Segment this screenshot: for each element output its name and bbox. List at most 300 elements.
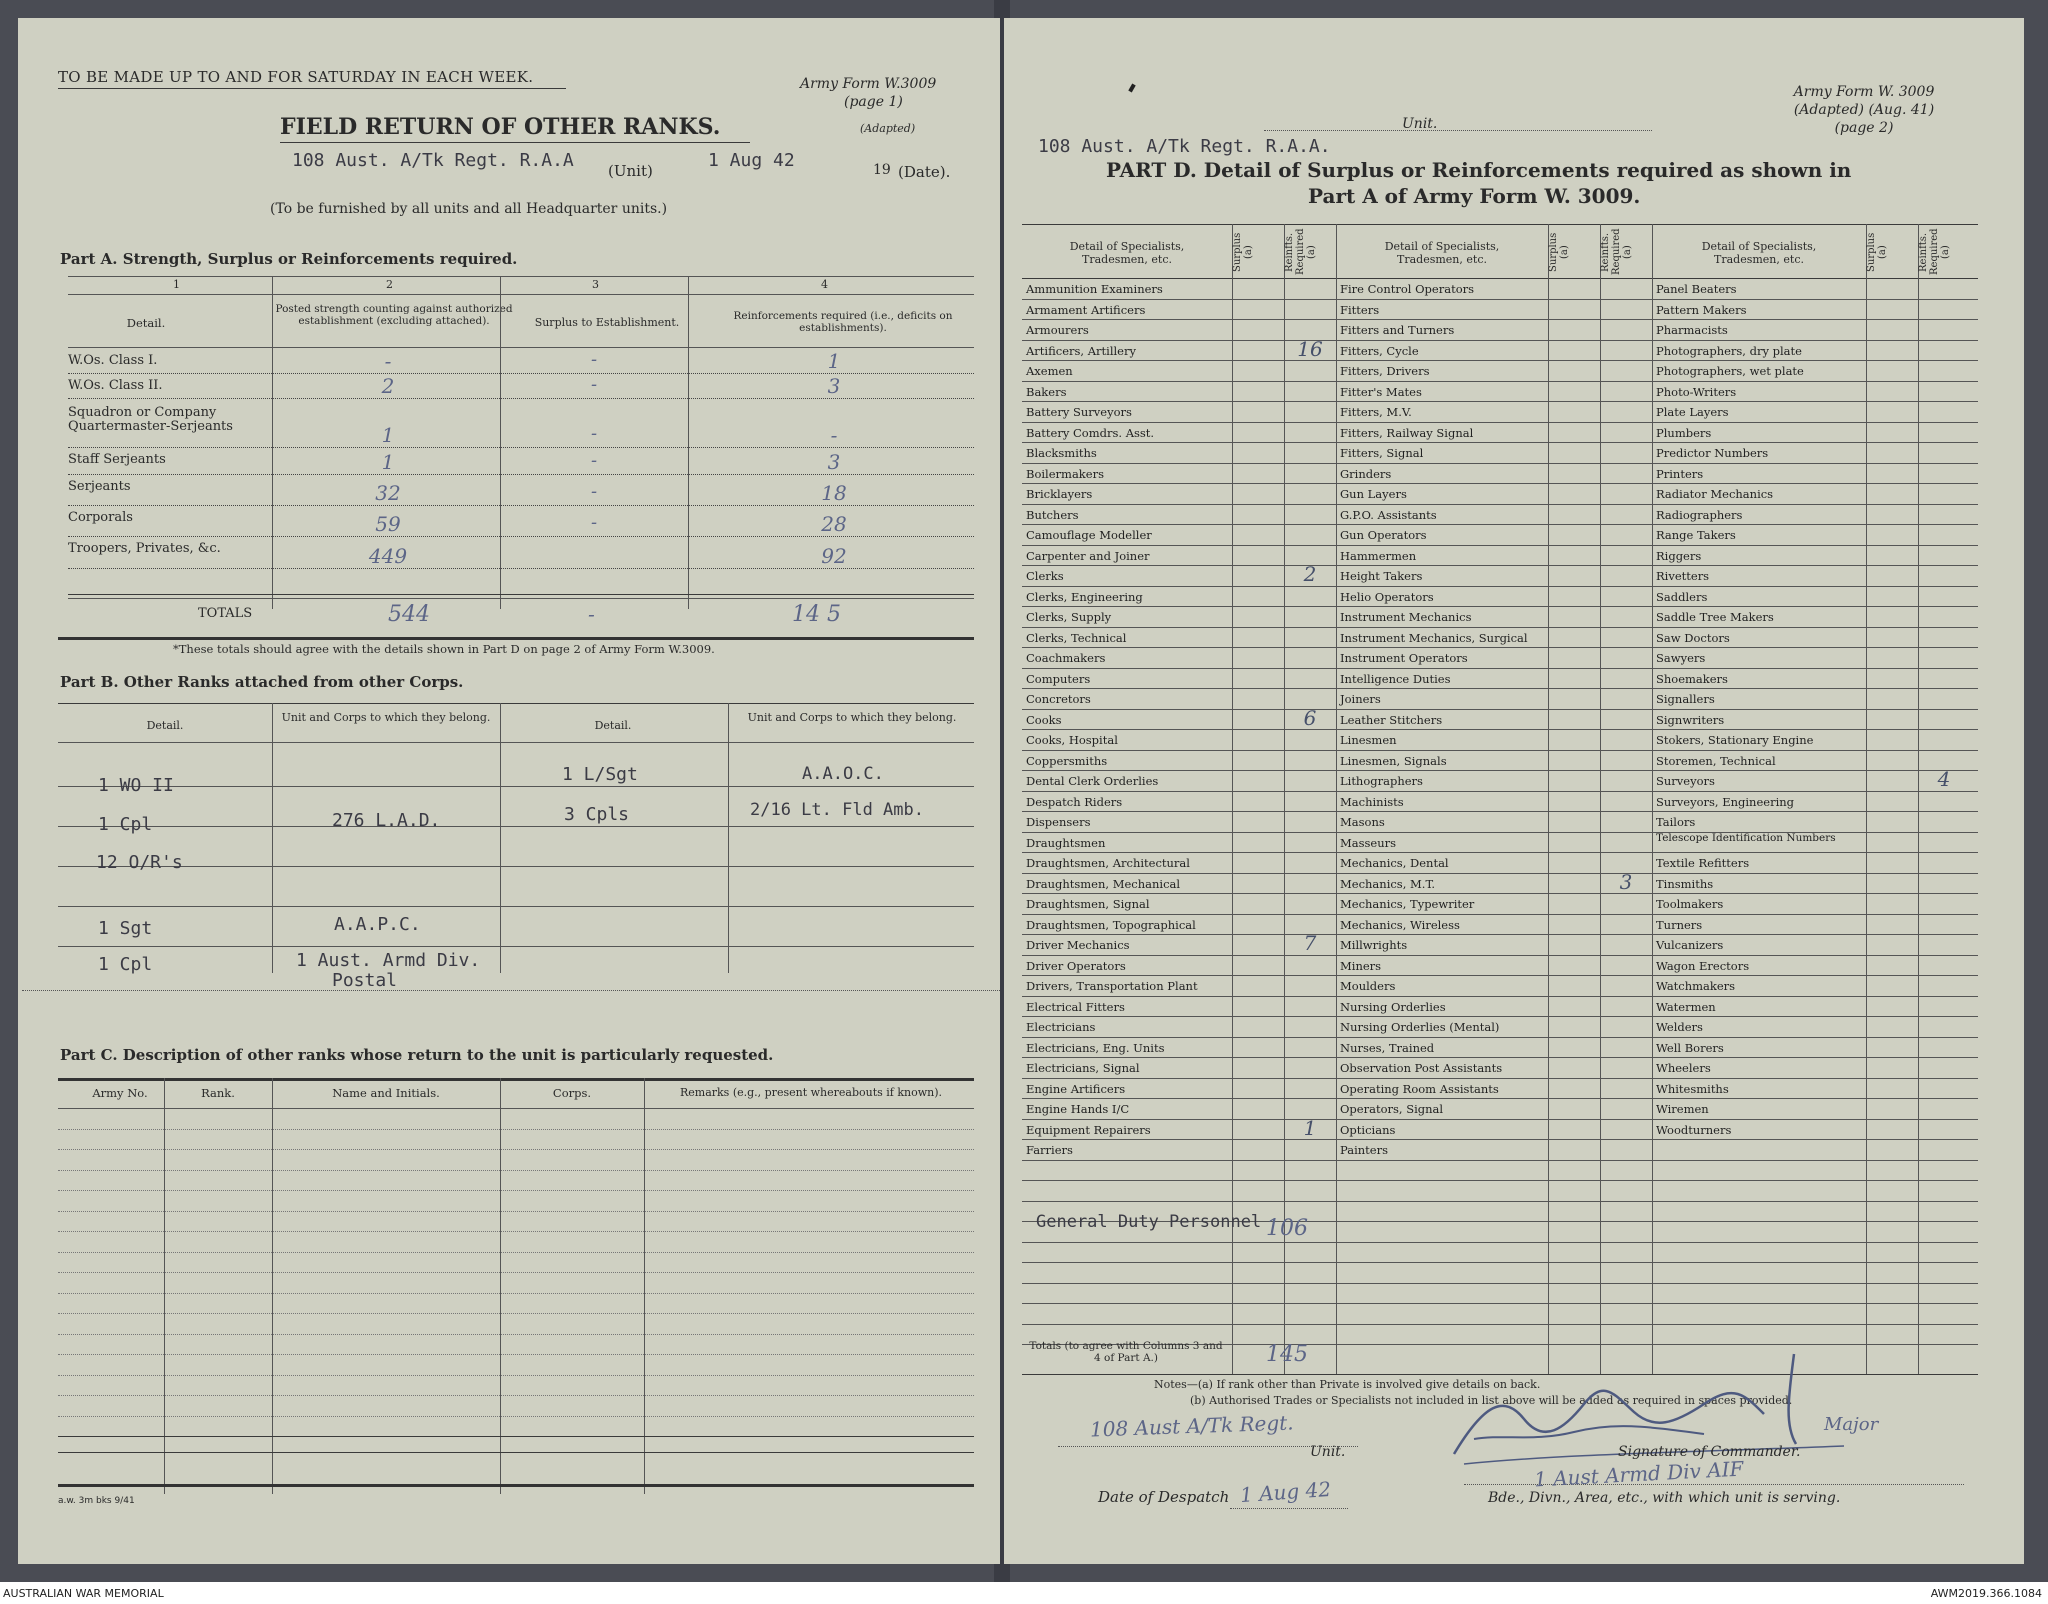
rule (58, 1293, 974, 1294)
rule (1022, 852, 1978, 853)
part-d-trade: Clerks, Supply (1026, 610, 1112, 624)
part-d-trade: Gun Operators (1340, 528, 1427, 542)
part-d-trade: Electricians, Signal (1026, 1061, 1140, 1075)
part-d-trade: Axemen (1026, 364, 1073, 378)
part-d-trade: Welders (1656, 1020, 1703, 1034)
part-d-trade: Watermen (1656, 999, 1716, 1014)
part-d-trade: Draughtsmen (1026, 835, 1106, 850)
part-d-trade: Telescope Identification Numbers (1656, 831, 1836, 844)
part-d-trade: Vulcanizers (1656, 938, 1724, 952)
part-d-trade: Computers (1026, 671, 1091, 686)
unit-value: 108 Aust. A/Tk Regt. R.A.A. (1038, 136, 1331, 157)
despatch-label: Date of Despatch (1098, 1488, 1230, 1506)
rule (58, 1108, 974, 1109)
part-d-trade: Millwrights (1340, 938, 1408, 952)
form-adapted: (Adapted) (860, 122, 916, 135)
part-b-header-detail-2: Detail. (594, 719, 632, 732)
rule (728, 703, 729, 973)
part-d-trade: Plate Layers (1656, 405, 1729, 419)
part-a-row-posted: 1 (381, 423, 395, 447)
part-c-header-rank: Rank. (201, 1086, 235, 1100)
rule (1652, 224, 1653, 1374)
rule (68, 594, 974, 595)
part-d-trade: Armament Artificers (1026, 302, 1146, 317)
rule (1548, 224, 1549, 1374)
rule (1022, 832, 1978, 833)
general-duty-label: General Duty Personnel (1036, 1212, 1262, 1232)
footer-source: AUSTRALIAN WAR MEMORIAL (3, 1587, 164, 1600)
footer-accession: AWM2019.366.1084 (1930, 1587, 2042, 1600)
rule (58, 1129, 974, 1130)
totals-surplus: - (588, 602, 595, 626)
part-d-trade: Photo-Writers (1656, 384, 1737, 399)
part-a-row-detail: Squadron or Company Quartermaster-Serjeants (68, 405, 233, 434)
part-d-trade: Draughtsmen, Architectural (1026, 856, 1190, 870)
part-d-trade: Painters (1340, 1143, 1388, 1157)
part-a-row-surplus: - (590, 450, 598, 471)
part-a-row-posted: 59 (375, 512, 401, 536)
rule (1022, 606, 1978, 607)
part-d-header-reinf: Reinfts. Required (a) (1600, 228, 1633, 276)
part-d-header-detail: Detail of Specialists, Tradesmen, etc. (1069, 240, 1185, 266)
top-note: TO BE MADE UP TO AND FOR SATURDAY IN EACH WEEK. (58, 68, 534, 86)
rule (58, 826, 974, 827)
part-d-trade: Shoemakers (1656, 671, 1728, 686)
part-a-row-posted: 449 (368, 544, 408, 568)
part-d-trade: Bricklayers (1026, 487, 1093, 501)
rule (1022, 1180, 1978, 1181)
part-d-trade: Fitter's Mates (1340, 384, 1422, 399)
rule (58, 1190, 974, 1191)
part-d-trade: Rivetters (1656, 569, 1710, 583)
rule (1022, 483, 1978, 484)
rule (1022, 463, 1978, 464)
part-d-trade: Instrument Mechanics (1340, 610, 1472, 624)
part-d-trade: Fitters, M.V. (1340, 405, 1412, 419)
rule (68, 474, 974, 475)
part-d-trade: Bakers (1026, 384, 1067, 399)
rule (1022, 934, 1978, 935)
part-d-trade: Textile Refitters (1656, 856, 1750, 870)
part-d-trade: Clerks, Technical (1026, 630, 1127, 645)
part-d-trade: Nursing Orderlies (Mental) (1340, 1020, 1500, 1034)
rule (58, 1452, 974, 1453)
rule (58, 1395, 974, 1396)
part-d-trade: Tinsmiths (1656, 876, 1714, 891)
part-a-footnote: *These totals should agree with the details shown in Part D on page 2 of Army Form W.3009. (173, 642, 715, 656)
rule (68, 505, 974, 506)
part-d-trade: Machinists (1340, 794, 1404, 809)
rule (68, 276, 974, 277)
signature-rank: Major (1824, 1414, 1879, 1435)
rule (58, 637, 974, 640)
part-d-trade: Well Borers (1656, 1040, 1724, 1055)
rule (58, 1334, 974, 1335)
part-a-row-surplus: - (590, 349, 598, 370)
totals-posted: 544 (388, 602, 430, 627)
unit-label: (Unit) (608, 162, 653, 180)
rule (68, 398, 974, 399)
part-a-row-reinf: - (830, 423, 838, 447)
rule (272, 276, 273, 609)
rule (1022, 422, 1978, 423)
part-d-header-reinf: Reinfts. Required (a) (1918, 228, 1951, 276)
part-d-trade: Radiator Mechanics (1656, 487, 1774, 501)
totals-value: 145 (1266, 1342, 1308, 1367)
part-d-trade: Signallers (1656, 692, 1715, 706)
rule (58, 1231, 974, 1232)
rule (1022, 1283, 1978, 1284)
rule (1022, 442, 1978, 443)
part-b-entry-unit: 2/16 Lt. Fld Amb. (750, 800, 924, 820)
part-d-trade: Engine Artificers (1026, 1081, 1126, 1096)
rule (1022, 381, 1978, 382)
form-id: Army Form W. 3009 (1793, 84, 1935, 100)
part-d-trade: Watchmakers (1656, 979, 1736, 993)
part-d-trade: Moulders (1340, 979, 1396, 993)
part-d-trade: Linesmen (1340, 733, 1397, 747)
part-a-row-detail: Staff Serjeants (68, 452, 166, 467)
part-d-trade: Battery Comdrs. Asst. (1026, 425, 1155, 440)
form-page: (page 2) (1834, 120, 1894, 136)
rule (1022, 278, 1978, 279)
part-d-trade: Radiographers (1656, 507, 1743, 522)
part-b-entry: 1 Sgt (98, 918, 153, 939)
rule (68, 347, 974, 348)
rule (1022, 1324, 1978, 1325)
part-d-trade: Instrument Operators (1340, 651, 1468, 665)
unit-signature-label: Unit. (1310, 1444, 1346, 1460)
part-d-trade: Butchers (1026, 507, 1079, 522)
rule (1022, 1057, 1978, 1058)
part-a-row-reinf: 1 (827, 349, 841, 373)
part-a-row-surplus: - (590, 423, 598, 444)
part-a-row-detail: Serjeants (68, 479, 131, 494)
part-d-trade: Nursing Orderlies (1340, 999, 1446, 1014)
rule (1022, 565, 1978, 566)
rule (644, 1078, 645, 1494)
part-c-header-remarks: Remarks (e.g., present whereabouts if known). (679, 1086, 943, 1099)
part-d-trade: Artificers, Artillery (1026, 343, 1136, 358)
part-d-trade: Dispensers (1026, 815, 1091, 829)
rule (1866, 224, 1867, 1374)
part-d-trade: Engine Hands I/C (1026, 1102, 1130, 1116)
part-d-trade: Carpenter and Joiner (1026, 548, 1150, 563)
part-d-trade: Coppersmiths (1026, 753, 1108, 768)
rule (1022, 1098, 1978, 1099)
part-b-entry-unit: 276 L.A.D. (332, 810, 441, 831)
part-d-trade: Coachmakers (1026, 651, 1106, 665)
part-d-trade: Battery Surveyors (1026, 405, 1132, 419)
part-d-trade: Pharmacists (1656, 323, 1728, 337)
part-d-trade: Draughtsmen, Signal (1026, 897, 1150, 911)
rule (22, 990, 1000, 991)
rule (1022, 893, 1978, 894)
part-d-trade: Tailors (1656, 815, 1696, 829)
part-d-header-surplus: Surplus (a) (1548, 232, 1570, 272)
part-d-trade: Grinders (1340, 466, 1392, 481)
part-b-entry-unit: A.A.O.C. (802, 764, 884, 784)
rule (58, 1078, 974, 1081)
rule (272, 703, 273, 973)
rule (1022, 791, 1978, 792)
part-d-trade: Range Takers (1656, 528, 1736, 542)
part-d-trade: Despatch Riders (1026, 794, 1123, 809)
date-value: 1 Aug 42 (708, 150, 795, 171)
part-d-trade: Electrical Fitters (1026, 999, 1125, 1014)
part-b-entry-unit: Postal (332, 970, 398, 991)
part-d-header-reinf: Reinfts. Required (a) (1284, 228, 1317, 276)
unit-signature-value: 108 Aust A/Tk Regt. (1089, 1410, 1294, 1442)
rule (58, 1354, 974, 1355)
part-d-trade: Whitesmiths (1656, 1081, 1729, 1096)
part-d-trade: Observation Post Assistants (1340, 1061, 1503, 1075)
part-d-trade: Photographers, wet plate (1656, 364, 1804, 378)
part-a-title: Part A. Strength, Surplus or Reinforcements required. (60, 250, 518, 268)
form-page-1 (18, 18, 1000, 1564)
part-d-trade: Pattern Makers (1656, 302, 1747, 317)
part-d-trade: Masons (1340, 815, 1385, 829)
part-d-trade: Drivers, Transportation Plant (1026, 979, 1198, 993)
part-d-trade: Woodturners (1656, 1122, 1732, 1137)
rule (68, 294, 974, 295)
part-d-trade: Leather Stitchers (1340, 712, 1443, 727)
unit-label: Unit. (1402, 116, 1438, 132)
part-d-header-surplus: Surplus (a) (1232, 232, 1254, 272)
part-d-trade: Plumbers (1656, 425, 1712, 440)
part-d-reinf-value: 7 (1303, 931, 1317, 955)
rule (1022, 1303, 1978, 1304)
rule (1022, 504, 1978, 505)
rule (1022, 627, 1978, 628)
col-num-4: 4 (821, 278, 828, 291)
part-d-trade: Riggers (1656, 548, 1702, 563)
rule (1022, 1242, 1978, 1243)
rule (58, 1416, 974, 1417)
part-d-trade: Clerks, Engineering (1026, 589, 1143, 604)
part-d-trade: Electricians, Eng. Units (1026, 1040, 1165, 1055)
part-d-trade: Height Takers (1340, 569, 1423, 583)
rule (58, 742, 974, 743)
rule (1230, 1508, 1348, 1509)
rule (58, 703, 974, 704)
part-d-trade: Farriers (1026, 1143, 1073, 1157)
part-d-header-detail: Detail of Specialists, Tradesmen, etc. (1384, 240, 1500, 266)
part-b-header-unit-1: Unit and Corps to which they belong. (281, 711, 491, 724)
part-a-row-reinf: 18 (821, 481, 847, 505)
part-b-header-unit-2: Unit and Corps to which they belong. (747, 711, 957, 724)
part-d-trade: Nurses, Trained (1340, 1040, 1435, 1055)
totals-reinf: 14 5 (792, 602, 841, 627)
rule (68, 598, 974, 599)
despatch-value: 1 Aug 42 (1239, 1476, 1332, 1508)
part-d-trade: Miners (1340, 958, 1382, 973)
rule (1022, 729, 1978, 730)
part-b-entry-unit: A.A.P.C. (334, 914, 421, 935)
part-d-trade: Armourers (1026, 323, 1089, 337)
part-c-header-corps: Corps. (552, 1086, 592, 1100)
totals-label: TOTALS (198, 606, 253, 621)
part-d-trade: Equipment Repairers (1026, 1122, 1151, 1137)
part-b-entry-unit: 1 Aust. Armd Div. (296, 950, 481, 971)
rule (1022, 996, 1978, 997)
rule (1022, 1262, 1978, 1263)
rule (272, 1078, 273, 1494)
footer-bar (0, 1582, 2048, 1604)
rule (1022, 299, 1978, 300)
rule (1022, 975, 1978, 976)
part-d-trade: Stokers, Stationary Engine (1656, 733, 1814, 747)
date-label: (Date). (898, 163, 951, 181)
part-a-row-detail: W.Os. Class II. (68, 378, 163, 393)
rule (688, 276, 689, 609)
form-id: Army Form W.3009 (800, 76, 937, 92)
rule (1022, 586, 1978, 587)
note-a: Notes—(a) If rank other than Private is involved give details on back. (1154, 1378, 1541, 1391)
ink-mark (1128, 84, 1135, 93)
part-d-trade: Mechanics, Dental (1340, 856, 1449, 870)
part-d-trade: Draughtsmen, Topographical (1026, 917, 1196, 932)
part-d-trade: Opticians (1340, 1122, 1396, 1137)
part-d-trade: Hammermen (1340, 548, 1417, 563)
rule (1022, 401, 1978, 402)
title-underline (280, 142, 750, 143)
note-b: (b) Authorised Trades or Specialists not included in list above will be added as required in spaces provided. (1190, 1394, 1793, 1407)
part-d-trade: Operators, Signal (1340, 1102, 1444, 1116)
rule (58, 1149, 974, 1150)
rule (1022, 1016, 1978, 1017)
rule (1022, 647, 1978, 648)
part-d-trade: Sawyers (1656, 651, 1706, 665)
part-d-trade: Cooks, Hospital (1026, 733, 1118, 747)
rule (58, 1170, 974, 1171)
part-c-title: Part C. Description of other ranks whose return to the unit is particularly requested. (60, 1046, 774, 1064)
part-a-row-surplus: - (590, 374, 598, 395)
rule (1918, 224, 1919, 1374)
part-d-trade: Fitters, Drivers (1340, 364, 1430, 378)
part-d-reinf-value: 4 (1937, 767, 1951, 791)
part-d-trade: Mechanics, M.T. (1340, 876, 1436, 891)
part-d-reinf-value: 2 (1303, 562, 1317, 586)
part-d-trade: Storemen, Technical (1656, 753, 1776, 768)
col-num-2: 2 (386, 278, 393, 291)
part-d-trade: Helio Operators (1340, 589, 1434, 604)
part-d-trade: Fitters, Railway Signal (1340, 425, 1474, 440)
part-d-trade: Predictor Numbers (1656, 446, 1769, 460)
part-d-reinf-value: 3 (1619, 869, 1633, 894)
part-d-trade: Driver Operators (1026, 958, 1126, 973)
printer-mark: a.w. 3m bks 9/41 (58, 1496, 135, 1506)
rule (500, 276, 501, 609)
part-d-trade: Photographers, dry plate (1656, 343, 1802, 358)
rule (68, 447, 974, 448)
rule (1022, 1139, 1978, 1140)
rule (58, 1375, 974, 1376)
part-c-header-name: Name and Initials. (332, 1086, 440, 1100)
part-d-trade: Saddle Tree Makers (1656, 610, 1774, 624)
rule (1022, 750, 1978, 751)
bde-value: 1 Aust Armd Div AIF (1533, 1456, 1744, 1492)
rule (1232, 224, 1233, 1374)
part-b-entry: 3 Cpls (564, 804, 630, 825)
part-a-row-reinf: 3 (827, 374, 841, 398)
rule (1600, 224, 1601, 1374)
form-page-2 (1004, 18, 2024, 1564)
rule (68, 568, 974, 569)
col-num-1: 1 (173, 278, 180, 291)
part-d-trade: Toolmakers (1656, 897, 1724, 911)
totals-label: Totals (to agree with Columns 3 and 4 of Part A.) (1029, 1340, 1223, 1364)
part-d-trade: Masseurs (1340, 835, 1397, 850)
rule (58, 1272, 974, 1273)
rule (58, 946, 974, 947)
part-d-reinf-value: 1 (1303, 1115, 1317, 1140)
part-d-trade: Wheelers (1656, 1061, 1711, 1075)
rule (1022, 770, 1978, 771)
part-b-entry: 12 O/R's (96, 852, 183, 873)
part-d-trade: Ammunition Examiners (1026, 282, 1163, 296)
rule (58, 1211, 974, 1212)
part-d-trade: Camouflage Modeller (1026, 528, 1152, 542)
rule (1022, 340, 1978, 341)
top-note-underline (58, 88, 566, 89)
rule (1022, 224, 1978, 225)
part-d-header-detail: Detail of Specialists, Tradesmen, etc. (1701, 240, 1817, 266)
part-a-row-detail: W.Os. Class I. (68, 353, 158, 368)
rule (1022, 1201, 1978, 1202)
bde-label: Bde., Divn., Area, etc., with which unit is serving. (1488, 1490, 1841, 1506)
part-d-trade: Fitters and Turners (1340, 323, 1455, 337)
rule (1264, 130, 1652, 131)
form-page: (page 1) (844, 94, 903, 110)
part-d-trade: Linesmen, Signals (1340, 753, 1447, 768)
part-b-header-detail-1: Detail. (146, 719, 184, 732)
rule (58, 1484, 974, 1487)
part-a-row-posted: 1 (381, 450, 395, 474)
part-d-trade: Electricians (1026, 1020, 1096, 1034)
part-b-entry: 1 Cpl (98, 954, 153, 975)
part-d-trade: Wiremen (1656, 1102, 1709, 1116)
rule (1022, 668, 1978, 669)
rule (500, 1078, 501, 1494)
rule (1022, 524, 1978, 525)
rule (58, 866, 974, 867)
rule (1022, 1078, 1978, 1079)
part-d-trade: Lithographers (1340, 774, 1423, 788)
part-a-row-detail: Corporals (68, 510, 133, 525)
rule (1022, 1037, 1978, 1038)
part-d-trade: Fitters, Cycle (1340, 343, 1419, 358)
part-b-entry: 1 Cpl (98, 814, 153, 835)
rule (58, 1436, 974, 1437)
part-c-header-army-no: Army No. (92, 1086, 148, 1100)
part-a-row-detail: Troopers, Privates, &c. (68, 541, 221, 556)
part-d-trade: Blacksmiths (1026, 446, 1097, 460)
part-d-trade: Fire Control Operators (1340, 282, 1475, 296)
part-a-row-posted: - (384, 349, 392, 373)
part-d-trade: Dental Clerk Orderlies (1026, 774, 1159, 788)
rule (1022, 709, 1978, 710)
part-d-trade: Signwriters (1656, 712, 1725, 727)
part-a-row-posted: 32 (375, 481, 401, 505)
year-prefix: 19 (873, 162, 891, 178)
rule (58, 906, 974, 907)
part-a-row-posted: 2 (381, 374, 395, 398)
rule (1022, 545, 1978, 546)
part-a-header-posted: Posted strength counting against authorized establishment (excluding attached). (275, 303, 513, 327)
part-d-reinf-value: 16 (1297, 336, 1323, 361)
part-d-header-surplus: Surplus (a) (1866, 232, 1888, 272)
